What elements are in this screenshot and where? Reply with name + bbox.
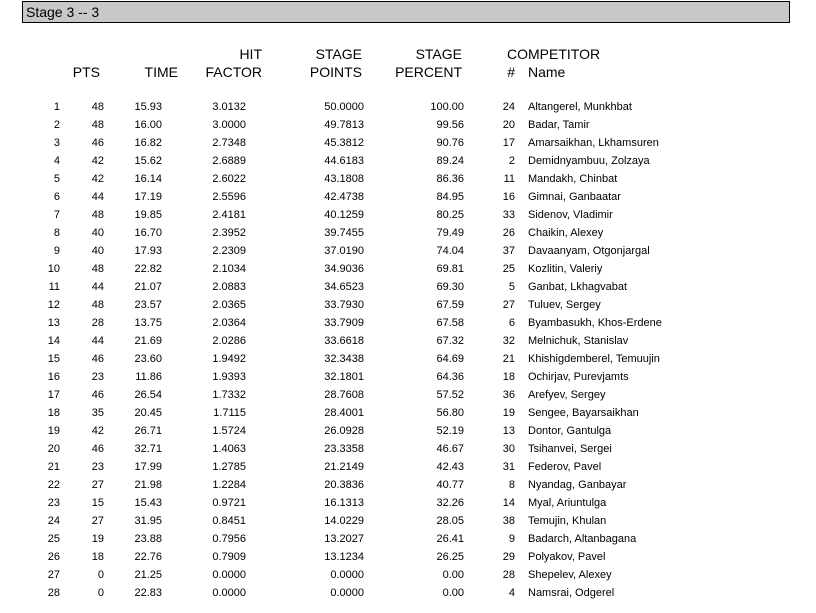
- time: 16.70: [134, 227, 162, 239]
- stage-percent: 74.04: [436, 245, 464, 257]
- competitor-name: Tsihanvei, Sergei: [528, 443, 612, 455]
- table-row: [0, 442, 816, 460]
- table-row: [0, 334, 816, 352]
- stage-points: 42.4738: [324, 191, 364, 203]
- hit-factor: 1.4063: [212, 443, 246, 455]
- place: 24: [47, 515, 60, 527]
- hit-factor: 0.9721: [212, 497, 246, 509]
- table-row: [0, 298, 816, 316]
- stage-points: 39.7455: [324, 227, 364, 239]
- pts: 48: [91, 119, 104, 131]
- competitor-number: 21: [502, 353, 515, 365]
- time: 23.88: [134, 533, 162, 545]
- competitor-name: Federov, Pavel: [528, 461, 602, 473]
- time: 16.82: [134, 137, 162, 149]
- table-row: [0, 424, 816, 442]
- stage-percent: 67.32: [436, 335, 464, 347]
- stage-percent: 100.00: [430, 101, 464, 113]
- competitor-name: Tuluev, Sergey: [528, 299, 601, 311]
- place: 6: [53, 191, 60, 203]
- table-row: [0, 532, 816, 550]
- place: 14: [47, 335, 60, 347]
- stage-percent: 57.52: [436, 389, 464, 401]
- hit-factor: 0.0000: [212, 587, 246, 599]
- stage-points: 32.1801: [324, 371, 364, 383]
- competitor-number: 11: [503, 173, 515, 185]
- time: 23.57: [134, 299, 162, 311]
- stage-points: 13.2027: [324, 533, 364, 545]
- stage-percent: 26.25: [436, 551, 464, 563]
- pts: 48: [91, 263, 104, 275]
- place: 7: [53, 209, 60, 221]
- stage-points: 32.3438: [324, 353, 364, 365]
- stage-points: 44.6183: [324, 155, 364, 167]
- hit-factor: 2.0365: [212, 299, 246, 311]
- table-row: [0, 190, 816, 208]
- header-time: TIME: [144, 64, 178, 80]
- place: 17: [47, 389, 60, 401]
- pts: 44: [91, 335, 104, 347]
- stage-header-bar: [22, 1, 790, 23]
- competitor-number: 14: [502, 497, 515, 509]
- pts: 46: [91, 389, 104, 401]
- hit-factor: 2.6889: [212, 155, 246, 167]
- place: 10: [47, 263, 60, 275]
- stage-points: 16.1313: [324, 497, 364, 509]
- place: 21: [47, 461, 60, 473]
- time: 26.54: [134, 389, 162, 401]
- hit-factor: 0.7956: [212, 533, 246, 545]
- hit-factor: 0.0000: [212, 569, 246, 581]
- competitor-number: 26: [502, 227, 515, 239]
- stage-percent: 86.36: [436, 173, 464, 185]
- table-row: [0, 406, 816, 424]
- table-row: [0, 370, 816, 388]
- pts: 18: [91, 551, 104, 563]
- table-row: [0, 586, 816, 604]
- competitor-name: Gimnai, Ganbaatar: [528, 191, 621, 203]
- place: 1: [53, 101, 60, 113]
- place: 28: [47, 587, 60, 599]
- competitor-name: Davaanyam, Otgonjargal: [528, 245, 650, 257]
- stage-points: 28.4001: [324, 407, 364, 419]
- stage-percent: 67.58: [436, 317, 464, 329]
- competitor-number: 17: [502, 137, 515, 149]
- competitor-number: 8: [508, 479, 515, 491]
- time: 32.71: [134, 443, 162, 455]
- place: 4: [53, 155, 60, 167]
- table-row: [0, 568, 816, 586]
- hit-factor: 1.7115: [213, 407, 246, 419]
- stage-percent: 26.41: [436, 533, 464, 545]
- hit-factor: 1.7332: [212, 389, 246, 401]
- time: 21.07: [134, 281, 162, 293]
- competitor-name: Badarch, Altanbagana: [528, 533, 637, 545]
- competitor-name: Demidnyambuu, Zolzaya: [528, 155, 650, 167]
- stage-points: 23.3358: [324, 443, 364, 455]
- place: 2: [53, 119, 60, 131]
- hit-factor: 2.0883: [212, 281, 246, 293]
- table-row: [0, 316, 816, 334]
- stage-percent: 46.67: [436, 443, 464, 455]
- stage-points: 33.7930: [324, 299, 364, 311]
- stage-percent: 52.19: [436, 425, 464, 437]
- competitor-name: Namsrai, Odgerel: [528, 587, 615, 599]
- pts: 28: [91, 317, 104, 329]
- pts: 23: [91, 461, 104, 473]
- competitor-name: Altangerel, Munkhbat: [528, 101, 632, 113]
- competitor-number: 5: [508, 281, 515, 293]
- hit-factor: 2.0286: [212, 335, 246, 347]
- pts: 27: [91, 479, 104, 491]
- competitor-name: Ganbat, Lkhagvabat: [528, 281, 628, 293]
- header-hit-line1: HIT: [239, 46, 262, 62]
- competitor-number: 20: [502, 119, 515, 131]
- place: 19: [47, 425, 60, 437]
- hit-factor: 1.5724: [212, 425, 246, 437]
- pts: 40: [91, 227, 104, 239]
- time: 20.45: [134, 407, 162, 419]
- place: 20: [47, 443, 60, 455]
- competitor-number: 37: [502, 245, 515, 257]
- place: 15: [47, 353, 60, 365]
- stage-points: 0.0000: [330, 569, 364, 581]
- table-row: [0, 460, 816, 478]
- time: 19.85: [134, 209, 162, 221]
- table-row: [0, 280, 816, 298]
- stage-points: 28.7608: [324, 389, 364, 401]
- pts: 0: [97, 587, 104, 599]
- competitor-name: Byambasukh, Khos-Erdene: [528, 317, 662, 329]
- competitor-name: Sidenov, Vladimir: [528, 209, 613, 221]
- time: 21.98: [134, 479, 162, 491]
- time: 21.25: [134, 569, 162, 581]
- pts: 48: [91, 101, 104, 113]
- table-row: [0, 118, 816, 136]
- pts: 46: [91, 353, 104, 365]
- stage-points: 45.3812: [324, 137, 364, 149]
- table-row: [0, 226, 816, 244]
- time: 22.76: [134, 551, 162, 563]
- competitor-number: 2: [508, 155, 515, 167]
- place: 26: [47, 551, 60, 563]
- time: 22.83: [134, 587, 162, 599]
- stage-points: 0.0000: [330, 587, 364, 599]
- competitor-number: 4: [508, 587, 515, 599]
- pts: 35: [91, 407, 104, 419]
- pts: 23: [91, 371, 104, 383]
- competitor-number: 24: [502, 101, 515, 113]
- stage-percent: 56.80: [436, 407, 464, 419]
- time: 15.62: [134, 155, 162, 167]
- competitor-number: 27: [502, 299, 515, 311]
- competitor-number: 38: [502, 515, 515, 527]
- hit-factor: 2.2309: [212, 245, 246, 257]
- place: 3: [53, 137, 60, 149]
- stage-percent: 64.36: [436, 371, 464, 383]
- stage-points: 21.2149: [324, 461, 364, 473]
- place: 25: [47, 533, 60, 545]
- stage-percent: 67.59: [436, 299, 464, 311]
- stage-points: 34.9036: [324, 263, 364, 275]
- competitor-number: 28: [502, 569, 515, 581]
- hit-factor: 1.2284: [212, 479, 246, 491]
- pts: 27: [91, 515, 104, 527]
- place: 18: [47, 407, 60, 419]
- table-row: [0, 352, 816, 370]
- competitor-number: 33: [502, 209, 515, 221]
- pts: 46: [91, 443, 104, 455]
- competitor-name: Mandakh, Chinbat: [528, 173, 618, 185]
- competitor-number: 30: [502, 443, 515, 455]
- place: 11: [48, 281, 60, 293]
- stage-percent: 40.77: [436, 479, 464, 491]
- stage-points: 43.1808: [324, 173, 364, 185]
- hit-factor: 2.7348: [212, 137, 246, 149]
- pts: 42: [91, 425, 104, 437]
- competitor-name: Nyandag, Ganbayar: [528, 479, 627, 491]
- pts: 0: [97, 569, 104, 581]
- competitor-name: Polyakov, Pavel: [528, 551, 606, 563]
- stage-percent: 28.05: [436, 515, 464, 527]
- hit-factor: 2.3952: [212, 227, 246, 239]
- table-row: [0, 262, 816, 280]
- stage-percent: 0.00: [442, 587, 464, 599]
- table-row: [0, 550, 816, 568]
- competitor-number: 25: [502, 263, 515, 275]
- header-pts: PTS: [72, 64, 100, 80]
- stage-percent: 32.26: [436, 497, 464, 509]
- stage-percent: 69.30: [436, 281, 464, 293]
- stage-title: Stage 3 -- 3: [26, 4, 100, 20]
- place: 9: [53, 245, 60, 257]
- competitor-name: Arefyev, Sergey: [528, 389, 606, 401]
- place: 5: [53, 173, 60, 185]
- stage-percent: 79.49: [436, 227, 464, 239]
- time: 23.60: [134, 353, 162, 365]
- time: 11.86: [135, 371, 162, 383]
- stage-percent: 0.00: [442, 569, 464, 581]
- header-points-line2: POINTS: [309, 64, 362, 80]
- table-row: [0, 388, 816, 406]
- header-percent-line1: STAGE: [415, 46, 462, 62]
- hit-factor: 0.8451: [212, 515, 246, 527]
- pts: 15: [91, 497, 104, 509]
- time: 21.69: [134, 335, 162, 347]
- hit-factor: 0.7909: [212, 551, 246, 563]
- competitor-number: 19: [502, 407, 515, 419]
- place: 27: [47, 569, 60, 581]
- competitor-name: Myal, Ariuntulga: [528, 497, 607, 509]
- competitor-number: 9: [508, 533, 515, 545]
- time: 17.19: [134, 191, 162, 203]
- hit-factor: 2.1034: [212, 263, 246, 275]
- stage-points: 33.6618: [324, 335, 364, 347]
- stage-points: 33.7909: [324, 317, 364, 329]
- competitor-number: 18: [502, 371, 515, 383]
- stage-percent: 90.76: [436, 137, 464, 149]
- time: 16.14: [134, 173, 162, 185]
- competitor-name: Sengee, Bayarsaikhan: [528, 407, 639, 419]
- stage-points: 14.0229: [324, 515, 364, 527]
- hit-factor: 2.0364: [212, 317, 246, 329]
- header-hit-line2: FACTOR: [205, 64, 262, 80]
- hit-factor: 3.0132: [212, 101, 246, 113]
- table-row: [0, 478, 816, 496]
- time: 13.75: [134, 317, 162, 329]
- stage-points: 20.3836: [324, 479, 364, 491]
- competitor-number: 6: [508, 317, 515, 329]
- stage-percent: 99.56: [436, 119, 464, 131]
- time: 26.71: [134, 425, 162, 437]
- competitor-name: Shepelev, Alexey: [528, 569, 612, 581]
- hit-factor: 3.0000: [212, 119, 246, 131]
- stage-percent: 42.43: [436, 461, 464, 473]
- header-competitor: COMPETITOR: [507, 46, 601, 62]
- stage-points: 34.6523: [324, 281, 364, 293]
- time: 16.00: [134, 119, 162, 131]
- competitor-number: 13: [502, 425, 515, 437]
- pts: 42: [91, 173, 104, 185]
- results-table: [0, 100, 816, 604]
- stage-points: 26.0928: [324, 425, 364, 437]
- competitor-number: 32: [502, 335, 515, 347]
- table-row: [0, 154, 816, 172]
- competitor-number: 36: [502, 389, 515, 401]
- place: 13: [47, 317, 60, 329]
- table-row: [0, 100, 816, 118]
- place: 22: [47, 479, 60, 491]
- stage-points: 13.1234: [324, 551, 364, 563]
- time: 22.82: [134, 263, 162, 275]
- hit-factor: 1.2785: [212, 461, 246, 473]
- time: 17.99: [134, 461, 162, 473]
- header-points-line1: STAGE: [315, 46, 362, 62]
- pts: 48: [91, 299, 104, 311]
- pts: 42: [91, 155, 104, 167]
- competitor-name: Amarsaikhan, Lkhamsuren: [528, 137, 659, 149]
- stage-percent: 84.95: [436, 191, 464, 203]
- stage-percent: 80.25: [436, 209, 464, 221]
- stage-points: 50.0000: [324, 101, 364, 113]
- table-row: [0, 172, 816, 190]
- header-percent-line2: PERCENT: [395, 64, 462, 80]
- table-row: [0, 496, 816, 514]
- competitor-name: Kozlitin, Valeriy: [528, 263, 603, 275]
- hit-factor: 2.6022: [212, 173, 246, 185]
- table-row: [0, 514, 816, 532]
- competitor-name: Chaikin, Alexey: [528, 227, 604, 239]
- table-row: [0, 136, 816, 154]
- hit-factor: 2.5596: [212, 191, 246, 203]
- stage-points: 49.7813: [324, 119, 364, 131]
- competitor-name: Badar, Tamir: [528, 119, 590, 131]
- hit-factor: 1.9492: [212, 353, 246, 365]
- competitor-name: Ochirjav, Purevjamts: [528, 371, 629, 383]
- pts: 19: [91, 533, 104, 545]
- time: 17.93: [134, 245, 162, 257]
- place: 12: [47, 299, 60, 311]
- stage-percent: 89.24: [436, 155, 464, 167]
- hit-factor: 1.9393: [212, 371, 246, 383]
- time: 31.95: [134, 515, 162, 527]
- competitor-number: 16: [502, 191, 515, 203]
- table-row: [0, 208, 816, 226]
- place: 8: [53, 227, 60, 239]
- stage-points: 40.1259: [324, 209, 364, 221]
- competitor-number: 29: [502, 551, 515, 563]
- competitor-name: Melnichuk, Stanislav: [528, 335, 629, 347]
- pts: 44: [91, 191, 104, 203]
- pts: 44: [91, 281, 104, 293]
- competitor-name: Khishigdemberel, Temuujin: [528, 353, 660, 365]
- time: 15.43: [134, 497, 162, 509]
- place: 23: [47, 497, 60, 509]
- hit-factor: 2.4181: [212, 209, 246, 221]
- stage-percent: 64.69: [436, 353, 464, 365]
- place: 16: [47, 371, 60, 383]
- stage-percent: 69.81: [436, 263, 464, 275]
- table-row: [0, 244, 816, 262]
- competitor-name: Dontor, Gantulga: [528, 425, 612, 437]
- competitor-number: 31: [502, 461, 515, 473]
- header-name: Name: [528, 64, 566, 80]
- stage-points: 37.0190: [324, 245, 364, 257]
- pts: 46: [91, 137, 104, 149]
- pts: 40: [91, 245, 104, 257]
- pts: 48: [91, 209, 104, 221]
- competitor-name: Temujin, Khulan: [528, 515, 607, 527]
- header-number: #: [507, 64, 515, 80]
- time: 15.93: [134, 101, 162, 113]
